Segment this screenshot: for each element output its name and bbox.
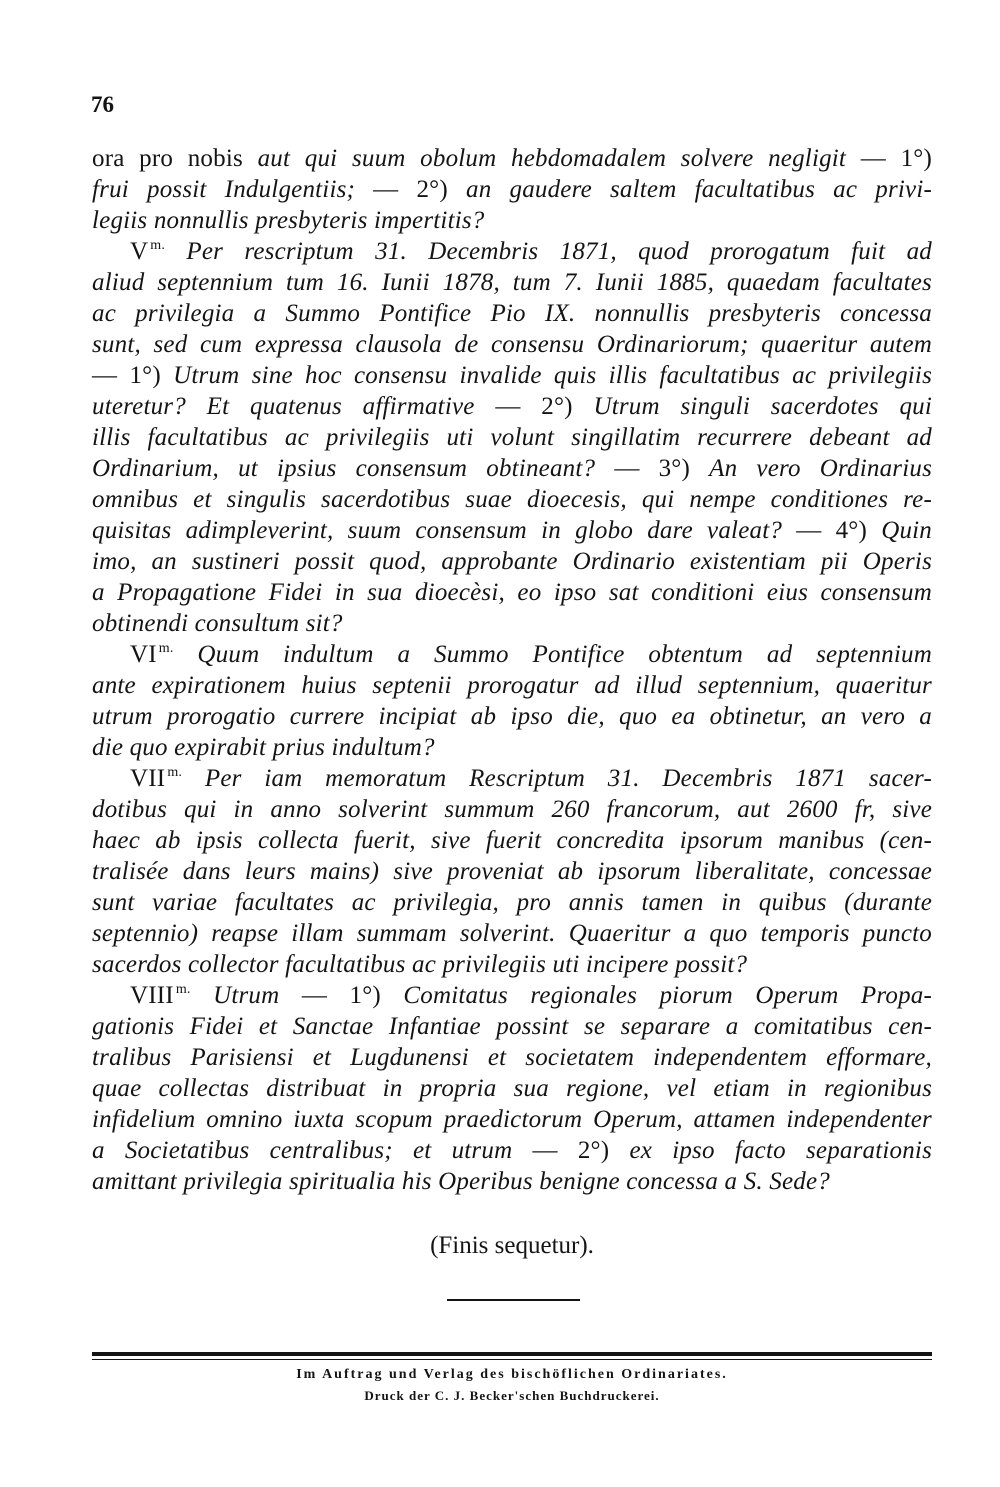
text-segment: Utrum — [213, 982, 280, 1009]
text-line — [92, 515, 932, 546]
section-suffix: m. — [158, 641, 174, 656]
section-suffix: m. — [150, 238, 166, 253]
text-segment: Per rescriptum 31. Decembris 1871, quod prorogatum fuit ad — [186, 238, 933, 265]
text-segment: legiis nonnullis presbyteris impertitis? — [92, 207, 485, 234]
text-segment: ante expirationem huius septenii prorogatur ad illud septennium, quaeritur — [92, 672, 932, 699]
footer-imprint: Im Auftrag und Verlag des bischöflichen Ordinariates. — [296, 1367, 728, 1382]
section-v — [92, 236, 932, 639]
text-line — [92, 701, 932, 732]
text-segment: quisitas adimpleverint, suum consensum in globo dare valeat? — [92, 517, 783, 544]
text-segment: haec ab ipsis collecta fuerit, sive fuerit concredita ipsorum manibus (cen- — [92, 827, 932, 854]
footer-printer: Druck der C. J. Becker'schen Buchdruckerei. — [364, 1388, 660, 1403]
text-line — [92, 949, 932, 980]
closing-note: (Finis sequetur). — [430, 1232, 594, 1259]
text-line — [92, 360, 932, 391]
text-segment: — 3°) — [614, 455, 691, 482]
section-label — [130, 765, 182, 792]
text-segment: illis facultatibus ac privilegiis uti volunt singillatim recurrere debeant ad — [92, 424, 932, 451]
text-segment: Utrum sine hoc consensu invalide quis illis facultatibus ac privilegiis — [173, 362, 932, 389]
section-vi — [92, 639, 932, 763]
text-line — [92, 1166, 932, 1197]
text-line — [92, 887, 932, 918]
text-line — [92, 143, 932, 174]
text-line — [92, 484, 932, 515]
text-line — [92, 205, 932, 236]
text-segment: a Societatibus centralibus; et utrum — [92, 1137, 513, 1164]
text-line — [92, 577, 932, 608]
section-suffix: m. — [167, 765, 183, 780]
text-segment: tralibus Parisiensi et Lugdunensi et societatem independentem efformare, — [92, 1044, 932, 1071]
text-segment: ex ipso facto separationis — [629, 1137, 933, 1164]
text-segment: a Propagatione Fidei in sua dioecèsi, eo ipso sat conditioni eius consensum — [92, 579, 932, 606]
text-line — [92, 918, 932, 949]
text-segment: — 1°) — [860, 145, 933, 172]
text-segment: sacerdos collector facultatibus ac privilegiis uti incipere possit? — [92, 951, 748, 978]
text-segment: amittant privilegia spiritualia his Operibus benigne concessa a S. Sede? — [92, 1168, 830, 1195]
text-segment: — 2°) — [532, 1137, 610, 1164]
text-segment: tralisée dans leurs mains) sive proveniat ab ipsorum liberalitate, concessae — [92, 858, 932, 885]
text-segment: an gaudere saltem facultatibus ac privi- — [466, 176, 932, 203]
text-line — [92, 732, 932, 763]
text-line — [92, 608, 932, 639]
text-segment: sunt, sed cum expressa clausola de consensu Ordinariorum; quaeritur autem — [92, 331, 932, 358]
text-line — [92, 1073, 932, 1104]
text-segment: gationis Fidei et Sanctae Infantiae possint se separare a comitatibus cen- — [92, 1013, 932, 1040]
section-numeral: VI — [130, 641, 157, 668]
text-line — [92, 1011, 932, 1042]
text-line — [92, 236, 932, 267]
section-viii — [92, 980, 932, 1197]
text-segment: septennio) reapse illam summam solverint. Quaeritur a quo temporis puncto — [92, 920, 932, 947]
text-segment: utrum prorogatio currere incipiat ab ipso die, quo ea obtinetur, an vero a — [92, 703, 932, 730]
text-segment: ora pro nobis — [92, 145, 243, 172]
text-segment: — 2°) — [495, 393, 573, 420]
text-line — [92, 1042, 932, 1073]
text-line — [92, 670, 932, 701]
text-segment: omnibus et singulis sacerdotibus suae dioecesis, qui nempe conditiones re- — [92, 486, 932, 513]
text-segment: — 2°) — [373, 176, 448, 203]
text-segment: uteretur? Et quatenus affirmative — [92, 393, 475, 420]
text-line — [92, 794, 932, 825]
section-vii — [92, 763, 932, 980]
section-numeral: VIII — [130, 982, 174, 1009]
divider-short — [447, 1299, 580, 1301]
page-number: 76 — [91, 92, 114, 117]
text-line — [92, 980, 932, 1011]
text-segment: Per iam memoratum Rescriptum 31. Decembris 1871 sacer- — [204, 765, 932, 792]
text-segment: Ordinarium, ut ipsius consensum obtineant? — [92, 455, 596, 482]
text-segment: dotibus qui in anno solverint summum 260 francorum, aut 2600 fr, sive — [92, 796, 932, 823]
section-label — [130, 982, 191, 1009]
section-numeral: V — [130, 238, 149, 265]
text-segment: — 4°) — [796, 517, 868, 544]
text-line — [92, 329, 932, 360]
text-line — [92, 267, 932, 298]
text-segment: frui possit Indulgentiis; — [92, 176, 356, 203]
text-line — [92, 639, 932, 670]
text-segment: Comitatus regionales piorum Operum Propa- — [403, 982, 933, 1009]
text-line — [92, 825, 932, 856]
footer-rule-thick — [92, 1352, 932, 1356]
text-line — [92, 546, 932, 577]
body-text — [92, 143, 932, 1197]
text-segment: infidelium omnino iuxta scopum praedictorum Operum, attamen independenter — [92, 1106, 932, 1133]
text-segment: aut qui suum obolum hebdomadalem solvere negligit — [257, 145, 847, 172]
paragraph-continued — [92, 143, 932, 236]
text-segment: die quo expirabit prius indultum? — [92, 734, 435, 761]
text-line — [92, 453, 932, 484]
section-numeral: VII — [130, 765, 166, 792]
section-label — [130, 238, 165, 265]
text-segment: Utrum singuli sacerdotes qui — [593, 393, 933, 420]
text-line — [92, 391, 932, 422]
section-suffix: m. — [175, 982, 191, 997]
text-segment: Quin — [881, 517, 932, 544]
text-line — [92, 763, 932, 794]
text-segment: An vero Ordinarius — [709, 455, 933, 482]
text-segment: Quum indultum a Summo Pontifice obtentum ad septennium — [197, 641, 932, 668]
text-line — [92, 1135, 932, 1166]
text-line — [92, 174, 932, 205]
text-segment: aliud septennium tum 16. Iunii 1878, tum 7. Iunii 1885, quaedam facultates — [92, 269, 932, 296]
text-segment: ac privilegia a Summo Pontifice Pio IX. nonnullis presbyteris concessa — [92, 300, 932, 327]
text-segment: — 1°) — [301, 982, 381, 1009]
text-segment: imo, an sustineri possit quod, approbante Ordinario existentiam pii Operis — [92, 548, 932, 575]
text-line — [92, 1104, 932, 1135]
section-label — [130, 641, 174, 668]
text-segment: — 1°) — [92, 362, 161, 389]
text-line — [92, 422, 932, 453]
text-line — [92, 298, 932, 329]
footer-rule-thin — [92, 1359, 932, 1360]
text-segment: obtinendi consultum sit? — [92, 610, 343, 637]
text-line — [92, 856, 932, 887]
text-segment: sunt variae facultates ac privilegia, pro annis tamen in quibus (durante — [92, 889, 932, 916]
text-segment: quae collectas distribuat in propria sua regione, vel etiam in regionibus — [92, 1075, 932, 1102]
